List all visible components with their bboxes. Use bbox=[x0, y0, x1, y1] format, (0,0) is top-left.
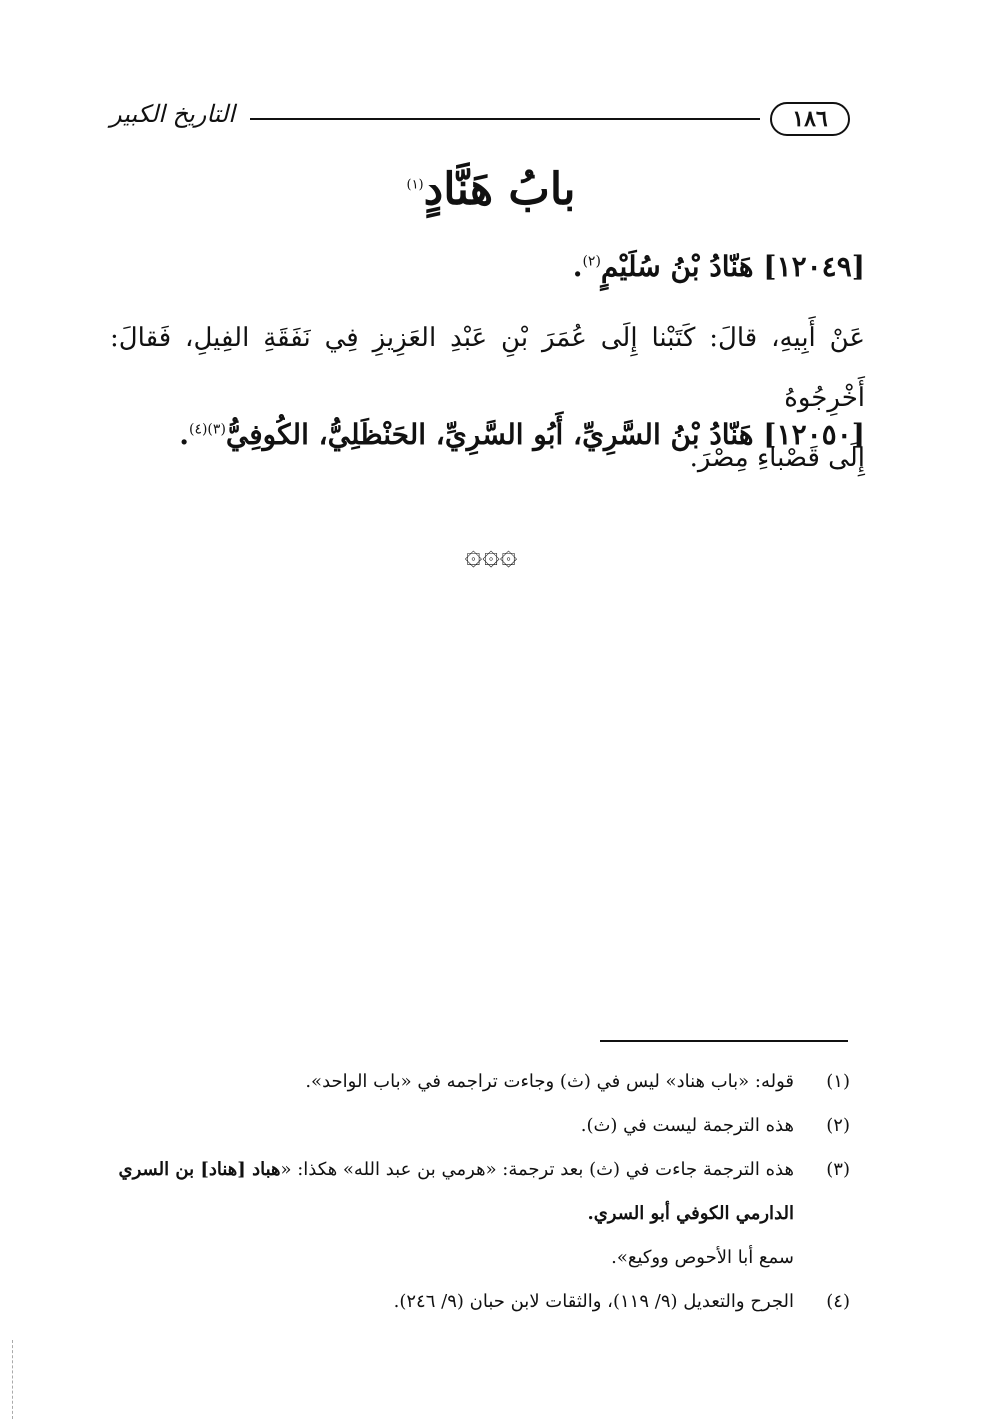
scan-margin-mark bbox=[12, 1340, 17, 1419]
footnote-text: الجرح والتعديل (٩/ ١١٩)، والثقات لابن حبان (٩/ ٢٤٦). bbox=[393, 1291, 794, 1312]
footnote-number: (١) bbox=[826, 1071, 850, 1092]
entry-number: [١٢٠٥٠] bbox=[763, 418, 865, 451]
footnote-3 bbox=[110, 1148, 850, 1280]
entry-name: هَنّادُ بْنُ سُلَيْمٍ bbox=[600, 250, 754, 283]
entry-name: هَنّادُ بْنُ السَّرِيِّ، أَبُو السَّرِيِّ، الحَنْظَلِيُّ، الكُوفِيُّ bbox=[225, 418, 754, 451]
entry-footnote-ref: (٣)(٤) bbox=[188, 421, 226, 438]
chapter-footnote-ref: (١) bbox=[406, 177, 424, 193]
narration-line-1: عَنْ أَبِيهِ، قالَ: كَتَبْنا إِلَى عُمَرَ بْنِ عَبْدِ العَزِيزِ فِي نَفَقَةِ الفِيلِ، فَقالَ: أَخْرِجُوهُ bbox=[110, 323, 865, 413]
entry-number: [١٢٠٤٩] bbox=[763, 250, 865, 283]
footnote-bold-text: هباد [هناد] بن السري الدارمي الكوفي أبو السري. bbox=[118, 1159, 794, 1224]
footnote-2 bbox=[110, 1104, 850, 1148]
footnotes bbox=[110, 1060, 850, 1324]
narration-text bbox=[110, 308, 865, 488]
footnote-number: (٣) bbox=[826, 1159, 850, 1180]
footnote-text bbox=[110, 1148, 794, 1236]
footnote-text-part: هذه الترجمة جاءت في (ث) بعد ترجمة: «هرمي بن عبد الله» هكذا: « bbox=[280, 1159, 794, 1180]
footnote-text: قوله: «باب هناد» ليس في (ث) وجاءت تراجمه في «باب الواحد». bbox=[305, 1071, 794, 1092]
footnote-text: هذه الترجمة ليست في (ث). bbox=[580, 1115, 794, 1136]
entry-end: . bbox=[572, 250, 583, 283]
footnote-text-continued: سمع أبا الأحوص ووكيع». bbox=[611, 1247, 794, 1268]
chapter-title bbox=[0, 164, 982, 215]
chapter-title-text: بابُ هَنَّادٍ bbox=[423, 164, 576, 215]
page-header bbox=[110, 100, 850, 140]
section-ornament-icon: ۞۞۞ bbox=[464, 537, 518, 572]
footnote-4 bbox=[110, 1280, 850, 1324]
entry-12050 bbox=[110, 418, 865, 451]
footnote-1 bbox=[110, 1060, 850, 1104]
header-rule bbox=[250, 118, 760, 120]
entry-12049 bbox=[110, 250, 865, 283]
footnote-number: (٤) bbox=[826, 1291, 850, 1312]
page-number: ١٨٦ bbox=[770, 102, 850, 136]
running-title: التاريخ الكبير bbox=[110, 100, 235, 128]
entry-footnote-ref: (٢) bbox=[582, 253, 601, 270]
footnote-number: (٢) bbox=[826, 1115, 850, 1136]
footnote-separator bbox=[600, 1040, 848, 1042]
narration-line-2: إِلَى قَصْباءِ مِصْرَ. bbox=[689, 443, 865, 473]
entry-end: . bbox=[179, 418, 189, 451]
